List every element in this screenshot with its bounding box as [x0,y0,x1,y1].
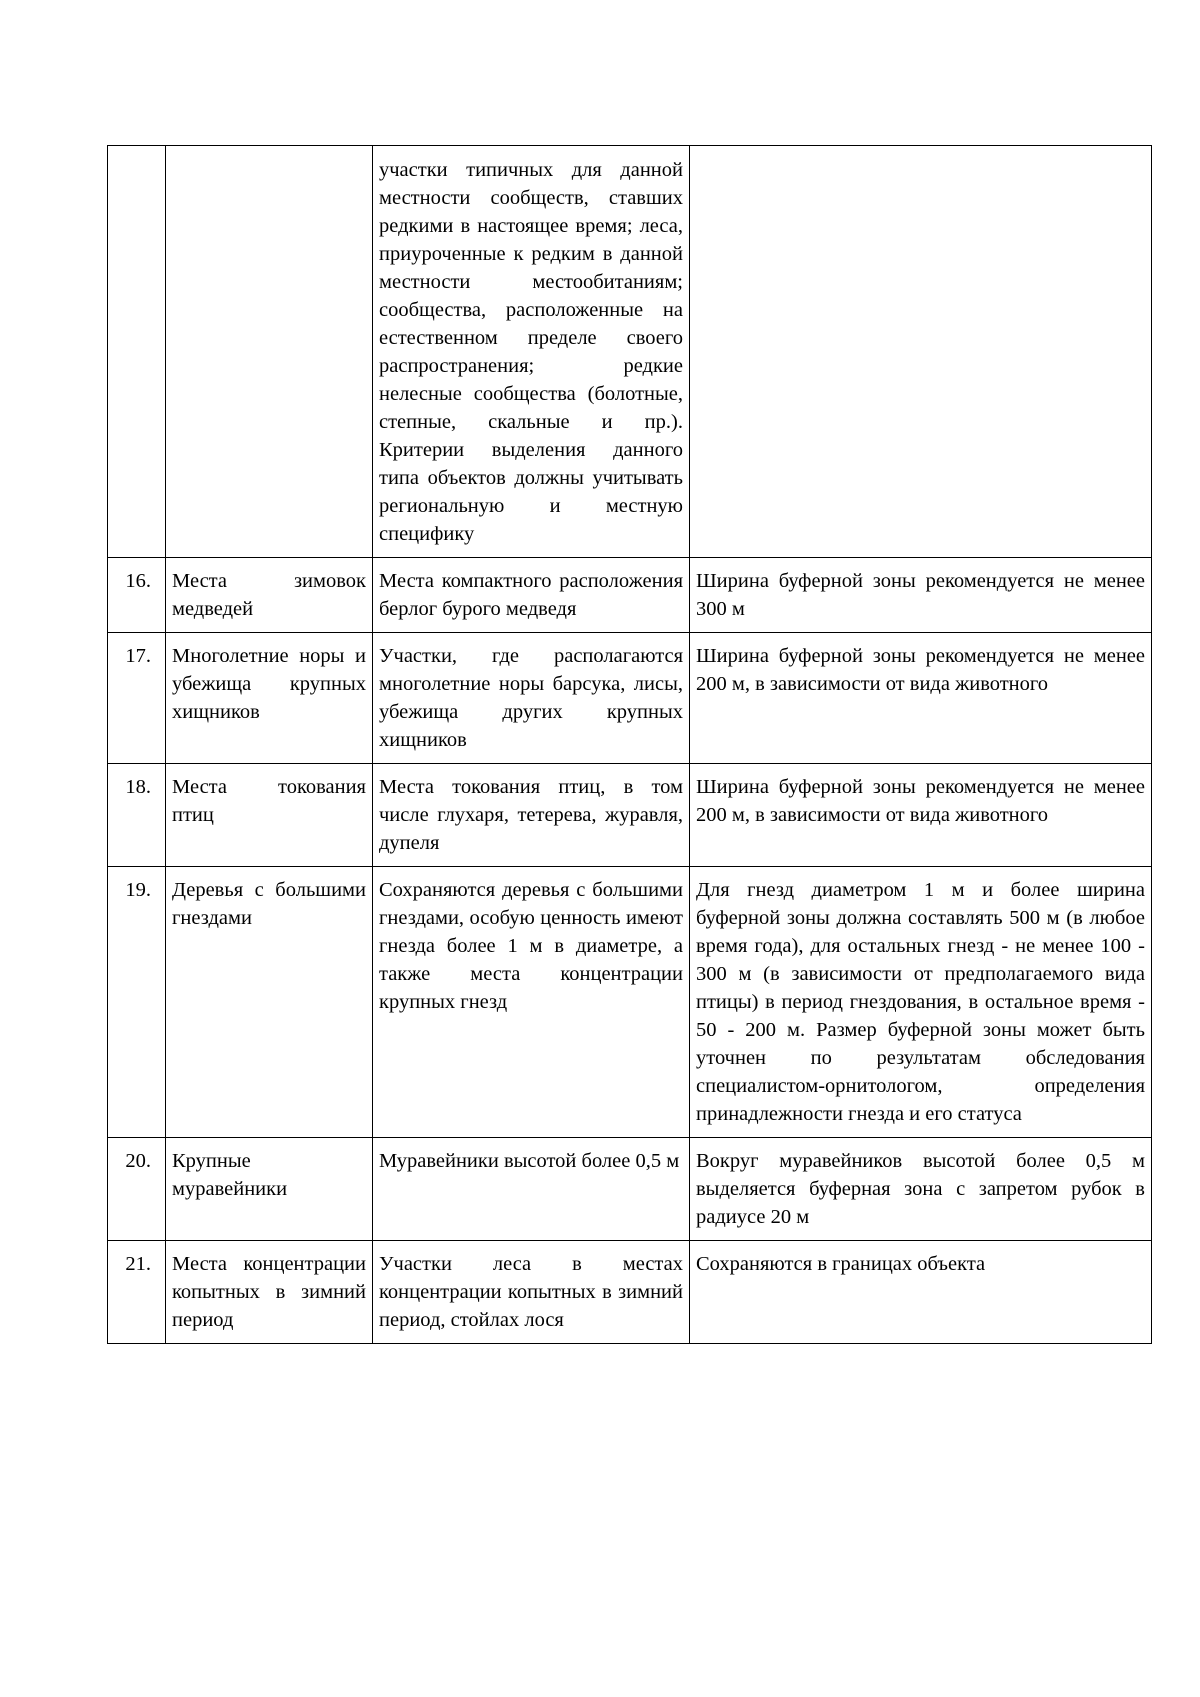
row-number-cell: 18. [108,764,166,867]
object-name-cell: Места концентрации копытных в зимний период [166,1241,373,1344]
description-cell: участки типичных для данной местности сообществ, ставших редкими в настоящее время; леса, приуроченные к редким в данной местности местообитаниям; сообщества, расположенные на естественном пределе своего распространения; редкие нелесные сообщества (болотные, степные, скальные и пр.). Критерии выделения данного типа объектов должны учитывать региональную и местную специфику [373,146,690,558]
table-row-16 [108,558,1152,633]
object-name-cell: Деревья с большими гнездами [166,867,373,1138]
measures-cell: Ширина буферной зоны рекомендуется не менее 200 м, в зависимости от вида животного [690,764,1152,867]
table-row-17 [108,633,1152,764]
measures-cell: Для гнезд диаметром 1 м и более ширина буферной зоны должна составлять 500 м (в любое время года), для остальных гнезд - не менее 100 - 300 м (в зависимости от предполагаемого вида птицы) в период гнездования, в остальное время - 50 - 200 м. Размер буферной зоны может быть уточнен по результатам обследования специалистом-орнитологом, определения принадлежности гнезда и его статуса [690,867,1152,1138]
table-row-19 [108,867,1152,1138]
object-name-cell: Крупные муравейники [166,1138,373,1241]
table-row-20 [108,1138,1152,1241]
description-cell: Участки, где располагаются многолетние норы барсука, лисы, убежища других крупных хищников [373,633,690,764]
table-row-continuation [108,146,1152,558]
object-name-cell: Места зимовок медведей [166,558,373,633]
description-cell: Сохраняются деревья с большими гнездами, особую ценность имеют гнезда более 1 м в диаметре, а также места концентрации крупных гнезд [373,867,690,1138]
table-row-18 [108,764,1152,867]
object-name-cell: Места токования птиц [166,764,373,867]
row-number-cell [108,146,166,558]
description-cell: Места компактного расположения берлог бурого медведя [373,558,690,633]
description-cell: Места токования птиц, в том числе глухаря, тетерева, журавля, дупеля [373,764,690,867]
row-number-cell: 17. [108,633,166,764]
description-cell: Муравейники высотой более 0,5 м [373,1138,690,1241]
object-name-cell [166,146,373,558]
row-number-cell: 21. [108,1241,166,1344]
row-number-cell: 20. [108,1138,166,1241]
measures-cell: Ширина буферной зоны рекомендуется не менее 300 м [690,558,1152,633]
object-name-cell: Многолетние норы и убежища крупных хищников [166,633,373,764]
measures-cell [690,146,1152,558]
description-cell: Участки леса в местах концентрации копытных в зимний период, стойлах лося [373,1241,690,1344]
row-number-cell: 16. [108,558,166,633]
measures-cell: Вокруг муравейников высотой более 0,5 м выделяется буферная зона с запретом рубок в радиусе 20 м [690,1138,1152,1241]
measures-cell: Ширина буферной зоны рекомендуется не менее 200 м, в зависимости от вида животного [690,633,1152,764]
row-number-cell: 19. [108,867,166,1138]
measures-table [107,145,1152,1344]
table-row-21 [108,1241,1152,1344]
measures-cell: Сохраняются в границах объекта [690,1241,1152,1344]
